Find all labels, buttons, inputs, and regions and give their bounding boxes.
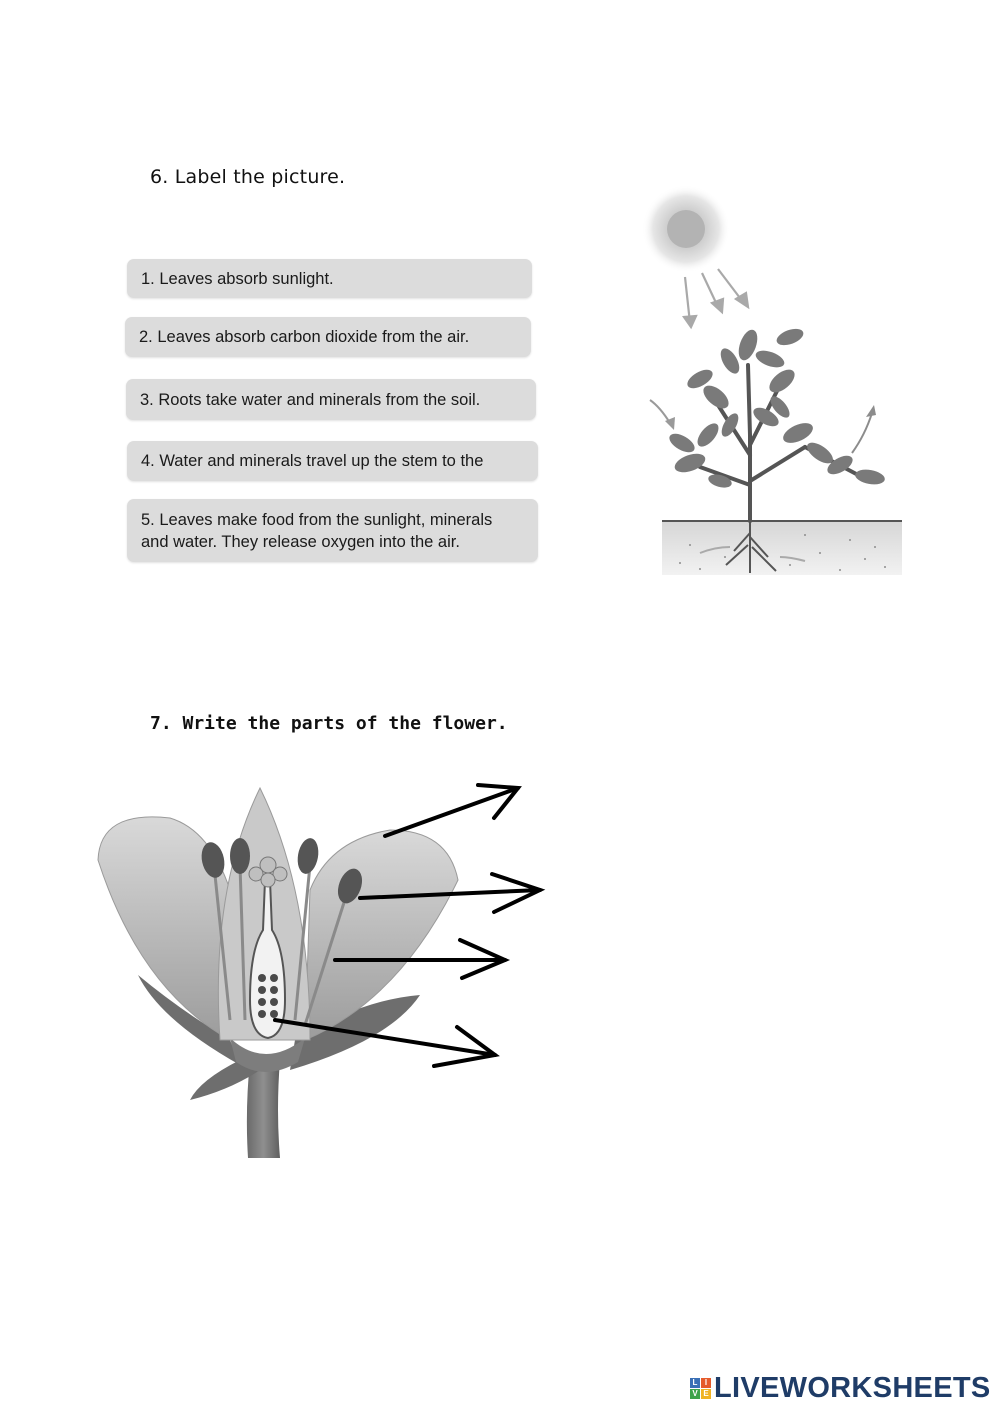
sunlight-arrows (684, 269, 748, 327)
statement-card-2[interactable]: 2. Leaves absorb carbon dioxide from the air. (125, 317, 531, 357)
brand-name: LIVEWORKSHEETS (714, 1371, 991, 1404)
statement-card-3[interactable]: 3. Roots take water and minerals from the soil. (126, 379, 536, 420)
arrow-1 (385, 785, 518, 836)
logo-letter-v: V (690, 1389, 700, 1399)
logo-letter-e: E (701, 1389, 711, 1399)
question-7-title: 7. Write the parts of the flower. (150, 713, 508, 734)
photosynthesis-plant-illustration (630, 185, 920, 585)
oxygen-arrow (852, 413, 872, 453)
statement-card-5[interactable]: 5. Leaves make food from the sunlight, minerals and water. They release oxygen into the air. (127, 499, 538, 562)
flower-cross-section-illustration (80, 770, 560, 1170)
liveworksheets-logo-icon (690, 1378, 711, 1399)
sun-icon (642, 185, 730, 273)
carbon-dioxide-arrow (650, 400, 670, 423)
logo-letter-l: L (690, 1378, 700, 1388)
liveworksheets-brand (690, 1371, 991, 1405)
statement-card-4[interactable]: 4. Water and minerals travel up the stem to the (127, 441, 538, 481)
soil-area (662, 521, 902, 575)
statement-card-1[interactable]: 1. Leaves absorb sunlight. (127, 259, 532, 298)
logo-letter-i: I (701, 1378, 711, 1388)
question-6-title: 6. Label the picture. (150, 166, 346, 188)
